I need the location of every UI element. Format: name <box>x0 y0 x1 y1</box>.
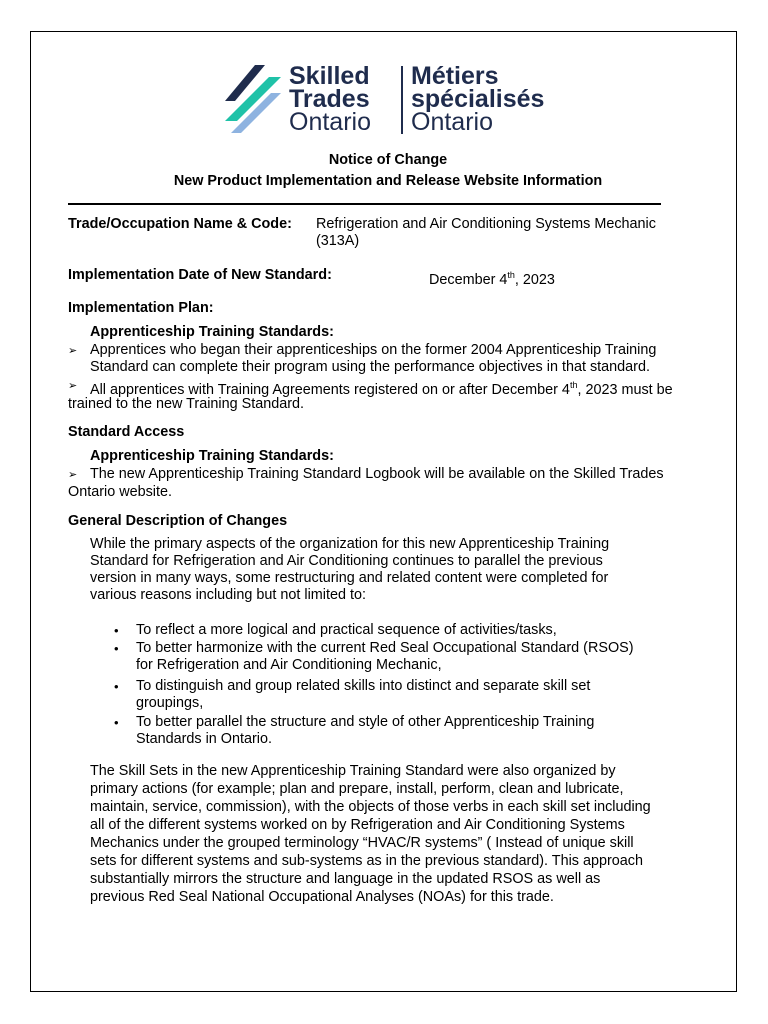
notice-subtitle: New Product Implementation and Release Website Information <box>173 173 603 189</box>
general-description-para1-line: version in many ways, some restructuring and related content were completed for <box>90 570 609 586</box>
dot-bullet-icon: • <box>114 715 119 730</box>
notice-title: Notice of Change <box>328 152 448 168</box>
standard-access-subheading: Apprenticeship Training Standards: <box>90 448 334 464</box>
general-description-para2-line: The Skill Sets in the new Apprenticeship Training Standard were also organized by <box>90 763 616 779</box>
implementation-plan-subheading: Apprenticeship Training Standards: <box>90 324 334 340</box>
general-description-heading: General Description of Changes <box>68 513 288 529</box>
document-page <box>30 31 737 992</box>
change-bullet-line: Standards in Ontario. <box>136 731 272 747</box>
dot-bullet-icon: • <box>114 641 119 656</box>
dot-bullet-icon: • <box>114 623 119 638</box>
trade-value-line2: (313A) <box>316 233 360 249</box>
change-bullet-line: To reflect a more logical and practical sequence of activities/tasks, <box>136 622 557 638</box>
trade-label: Trade/Occupation Name & Code: <box>68 216 292 232</box>
general-description-para2-line: sets for different systems and sub-systems as in the previous standard). This approach <box>90 853 643 869</box>
logo-fr-line3: Ontario <box>411 108 493 136</box>
logo-en-line2: Trades <box>289 85 370 113</box>
skilled-trades-ontario-logo <box>225 63 565 137</box>
standard-access-heading: Standard Access <box>68 424 185 440</box>
arrow-bullet-icon: ➢ <box>68 345 78 357</box>
access-bullet1-line2: Ontario website. <box>68 484 172 500</box>
plan-bullet2-line1: All apprentices with Training Agreements registered on or after December 4th, 2023 must be <box>90 380 673 398</box>
implementation-plan-heading: Implementation Plan: <box>68 300 214 316</box>
plan-bullet2-line2: trained to the new Training Standard. <box>68 396 304 412</box>
general-description-para2-line: all of the different systems worked on by Refrigeration and Air Conditioning Systems <box>90 817 625 833</box>
general-description-para2-line: Mechanics under the grouped terminology “HVAC/R systems” ( Instead of unique skill <box>90 835 634 851</box>
general-description-para1-line: various reasons including but not limited to: <box>90 587 366 603</box>
general-description-para2-line: primary actions (for example; plan and prepare, install, perform, clean and lubricate, <box>90 781 624 797</box>
arrow-bullet-icon: ➢ <box>68 380 78 392</box>
logo-fr-line2: spécialisés <box>411 85 545 113</box>
logo-divider <box>401 66 403 134</box>
change-bullet-line: groupings, <box>136 695 204 711</box>
arrow-bullet-icon: ➢ <box>68 469 78 481</box>
trade-value-line1: Refrigeration and Air Conditioning Systems Mechanic <box>316 216 656 232</box>
logo-mark-icon <box>225 63 287 135</box>
title-underline <box>68 203 661 205</box>
access-bullet1-line1: The new Apprenticeship Training Standard Logbook will be available on the Skilled Trades <box>90 466 664 482</box>
change-bullet-line: To distinguish and group related skills into distinct and separate skill set <box>136 678 591 694</box>
logo-en-line1: Skilled <box>289 62 370 90</box>
implementation-date-value: December 4th, 2023 <box>429 270 555 288</box>
change-bullet-line: To better parallel the structure and style of other Apprenticeship Training <box>136 714 595 730</box>
change-bullet-line: for Refrigeration and Air Conditioning Mechanic, <box>136 657 442 673</box>
general-description-para2-line: previous Red Seal National Occupational Analyses (NOAs) for this trade. <box>90 889 554 905</box>
plan-bullet1-line1: Apprentices who began their apprenticeships on the former 2004 Apprenticeship Training <box>90 342 657 358</box>
logo-fr-line1: Métiers <box>411 62 499 90</box>
change-bullet-line: To better harmonize with the current Red Seal Occupational Standard (RSOS) <box>136 640 634 656</box>
implementation-date-label: Implementation Date of New Standard: <box>68 267 332 283</box>
general-description-para1-line: Standard for Refrigeration and Air Conditioning continues to parallel the previous <box>90 553 603 569</box>
general-description-para1-line: While the primary aspects of the organization for this new Apprenticeship Training <box>90 536 610 552</box>
general-description-para2-line: substantially mirrors the structure and language in the updated RSOS as well as <box>90 871 601 887</box>
dot-bullet-icon: • <box>114 679 119 694</box>
general-description-para2-line: maintain, service, commission), with the objects of those verbs in each skill set including <box>90 799 651 815</box>
logo-en-line3: Ontario <box>289 108 371 136</box>
plan-bullet1-line2: Standard can complete their program using the performance objectives in that standard. <box>90 359 650 375</box>
